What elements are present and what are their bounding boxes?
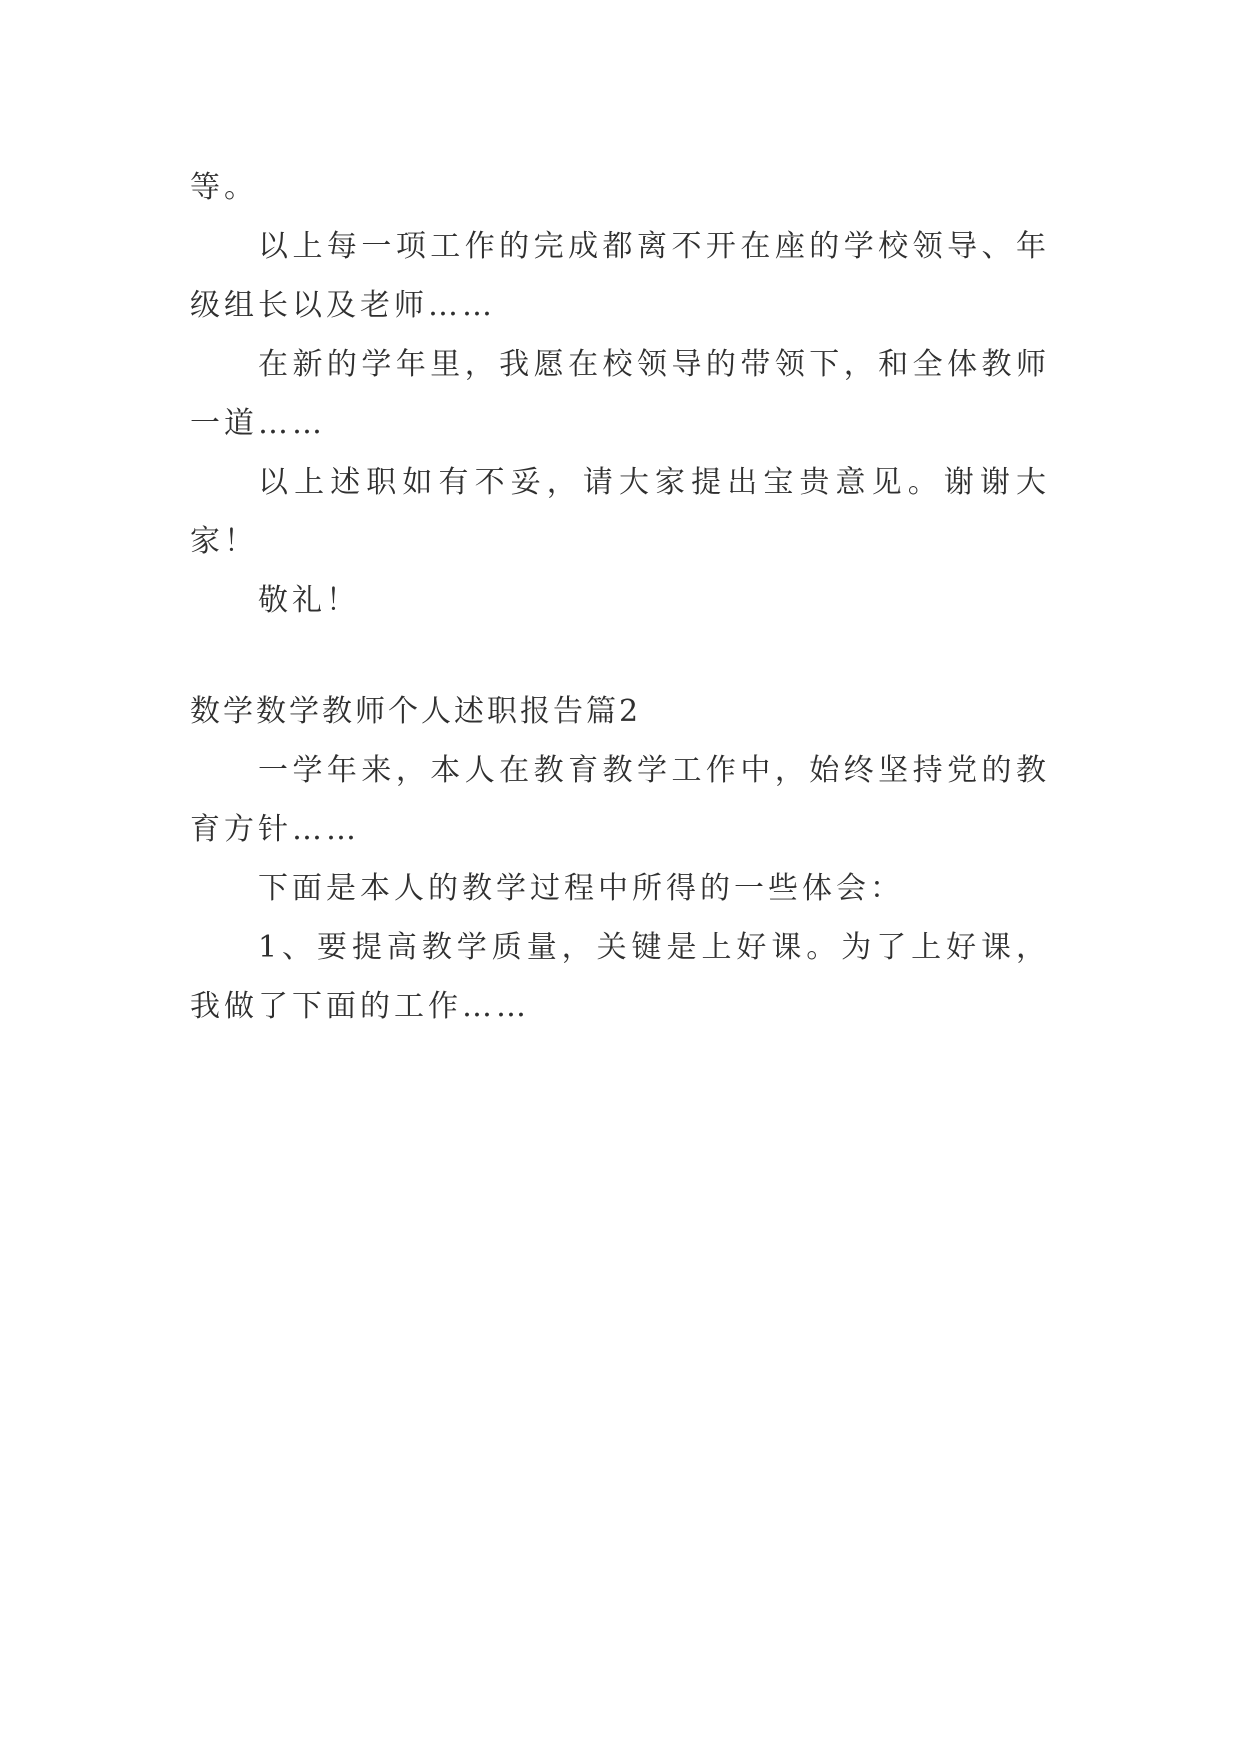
paragraph-intro: 一学年来，本人在教育教学工作中，始终坚持党的教育方针…… [190, 753, 1050, 847]
paragraph-salute: 敬礼！ [258, 583, 360, 618]
paragraph-continuation: 等。 [190, 170, 258, 205]
paragraph-item-1: 1、要提高教学质量，关键是上好课。为了上好课，我做了下面的工作…… [190, 930, 1050, 1024]
paragraph-experience-intro: 下面是本人的教学过程中所得的一些体会： [258, 871, 904, 906]
document-body [190, 158, 1050, 1036]
paragraph-closing: 以上述职如有不妥，请大家提出宝贵意见。谢谢大家！ [190, 465, 1050, 559]
section-title: 数学数学教师个人述职报告篇2 [190, 694, 642, 729]
paragraph-new-year: 在新的学年里，我愿在校领导的带领下，和全体教师一道…… [190, 347, 1050, 441]
paragraph-thanks: 以上每一项工作的完成都离不开在座的学校领导、年级组长以及老师…… [190, 229, 1050, 323]
